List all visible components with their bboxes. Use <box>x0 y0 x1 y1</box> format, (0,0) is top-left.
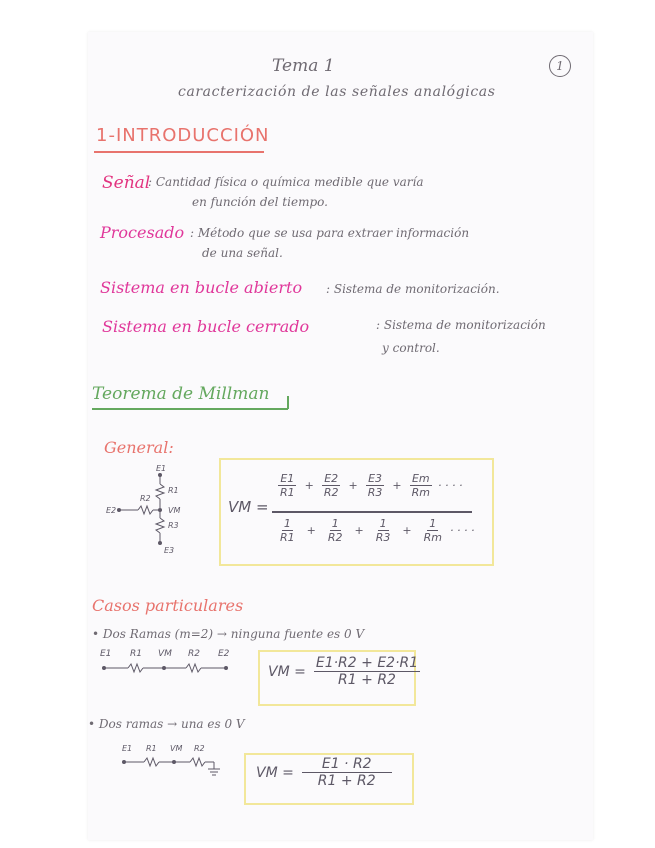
label-r1: R1 <box>168 486 179 495</box>
num: E3 <box>368 472 383 485</box>
formula-case2 <box>256 756 394 789</box>
def-senal-line2: en función del tiempo. <box>192 195 328 209</box>
resistor-r2 <box>138 506 153 514</box>
num: E1 <box>280 472 295 485</box>
num: Em <box>411 472 430 485</box>
term-e1-r1 <box>278 472 297 499</box>
formula-general-lhs <box>228 498 269 516</box>
formula-case1-fraction <box>314 655 420 688</box>
formula-case2-denominator: R1 + R2 <box>317 773 376 789</box>
label-e1: E1 <box>156 464 167 473</box>
plus: + <box>348 479 358 492</box>
node-e1 <box>102 666 106 670</box>
def-bucle-cerrado-line1: : Sistema de monitorización <box>376 318 546 332</box>
node-e1 <box>122 760 126 764</box>
plus: + <box>304 479 314 492</box>
formula-case2-lhs: VM = <box>256 764 294 781</box>
heading-underline <box>94 151 264 153</box>
ellipsis: · · · · <box>449 524 475 537</box>
den: R1 <box>280 486 295 499</box>
page-subtitle: caracterización de las señales analógicas <box>178 84 496 100</box>
node-e2 <box>117 508 121 512</box>
resistor-r2 <box>190 758 205 766</box>
label-e2: E2 <box>106 506 117 515</box>
node-e2 <box>224 666 228 670</box>
node-vm <box>162 666 166 670</box>
formula-general-denominator <box>276 517 474 544</box>
label-r2: R2 <box>194 744 205 753</box>
term-1-r1 <box>278 517 297 544</box>
resistor-r3 <box>156 518 164 533</box>
def-bucle-abierto: : Sistema de monitorización. <box>326 282 500 296</box>
label-e3: E3 <box>164 546 175 555</box>
label-e1: E1 <box>122 744 133 753</box>
num: 1 <box>379 517 387 530</box>
millman-underline <box>92 408 288 410</box>
def-procesado-line2: de una señal. <box>202 246 283 260</box>
resistor-r1 <box>144 758 159 766</box>
label-vm: VM <box>158 649 172 659</box>
ellipsis: · · · · <box>437 479 463 492</box>
def-senal-line1: : Cantidad física o química medible que varía <box>148 175 424 189</box>
plus: + <box>402 524 412 537</box>
label-vm: VM <box>168 506 181 515</box>
plus: + <box>306 524 316 537</box>
node-e3 <box>158 541 162 545</box>
resistor-r2 <box>186 664 201 672</box>
term-e2-r2 <box>322 472 341 499</box>
def-bucle-cerrado-line2: y control. <box>382 341 440 355</box>
page-number <box>549 55 571 77</box>
term-procesado: Procesado <box>100 223 185 242</box>
page-title: Tema 1 <box>272 56 335 76</box>
formula-case1 <box>268 655 422 688</box>
label-e1: E1 <box>100 649 112 659</box>
millman-underline-tick <box>287 396 289 409</box>
label-r2: R2 <box>140 494 151 503</box>
formula-case1-lhs: VM = <box>268 663 306 680</box>
page-number-text: 1 <box>556 59 564 73</box>
den: R3 <box>367 486 383 499</box>
node-e1 <box>158 473 162 477</box>
den: R2 <box>323 486 339 499</box>
section-heading-millman: Teorema de Millman <box>92 384 270 404</box>
term-bucle-cerrado: Sistema en bucle cerrado <box>102 317 310 336</box>
label-r1: R1 <box>130 649 142 659</box>
den: R1 <box>280 531 295 544</box>
num: 1 <box>283 517 291 530</box>
resistor-r1 <box>128 664 143 672</box>
term-e3-r3 <box>366 472 385 499</box>
case2-text: • Dos ramas → una es 0 V <box>88 717 245 731</box>
formula-lhs: VM = <box>228 498 269 516</box>
formula-case1-numerator: E1·R2 + E2·R1 <box>315 655 419 671</box>
label-e2: E2 <box>218 649 230 659</box>
term-bucle-abierto: Sistema en bucle abierto <box>100 278 303 297</box>
label-vm: VM <box>170 744 183 753</box>
term-senal: Señal <box>102 173 151 193</box>
general-label: General: <box>104 438 174 457</box>
case2-circuit-diagram <box>118 740 238 780</box>
term-1-r3 <box>374 517 393 544</box>
den: Rm <box>423 531 442 544</box>
num: 1 <box>429 517 437 530</box>
label-r3: R3 <box>168 521 179 530</box>
formula-case1-denominator: R1 + R2 <box>338 672 396 688</box>
node-vm <box>172 760 176 764</box>
num: 1 <box>331 517 339 530</box>
formula-case2-fraction <box>302 756 392 789</box>
plus: + <box>354 524 364 537</box>
term-1-r2 <box>326 517 345 544</box>
den: R2 <box>327 531 343 544</box>
resistor-r1 <box>156 484 164 499</box>
case1-circuit-diagram <box>98 644 248 680</box>
term-1-rm <box>422 517 444 544</box>
term-em-rm <box>410 472 432 499</box>
millman-circuit-diagram <box>104 462 204 556</box>
case1-text: • Dos Ramas (m=2) → ninguna fuente es 0 V <box>92 627 365 641</box>
den: Rm <box>411 486 430 499</box>
formula-case2-numerator: E1 · R2 <box>302 756 392 773</box>
plus: + <box>392 479 402 492</box>
node-vm <box>158 508 162 512</box>
den: R3 <box>375 531 391 544</box>
section-heading-intro: 1-INTRODUCCIÓN <box>96 125 270 146</box>
label-r2: R2 <box>188 649 200 659</box>
label-r1: R1 <box>146 744 157 753</box>
def-procesado-line1: : Método que se usa para extraer información <box>190 226 470 240</box>
num: E2 <box>324 472 339 485</box>
formula-general-main-bar <box>272 511 472 513</box>
section-heading-particular: Casos particulares <box>92 596 244 615</box>
formula-general-numerator <box>276 472 462 499</box>
